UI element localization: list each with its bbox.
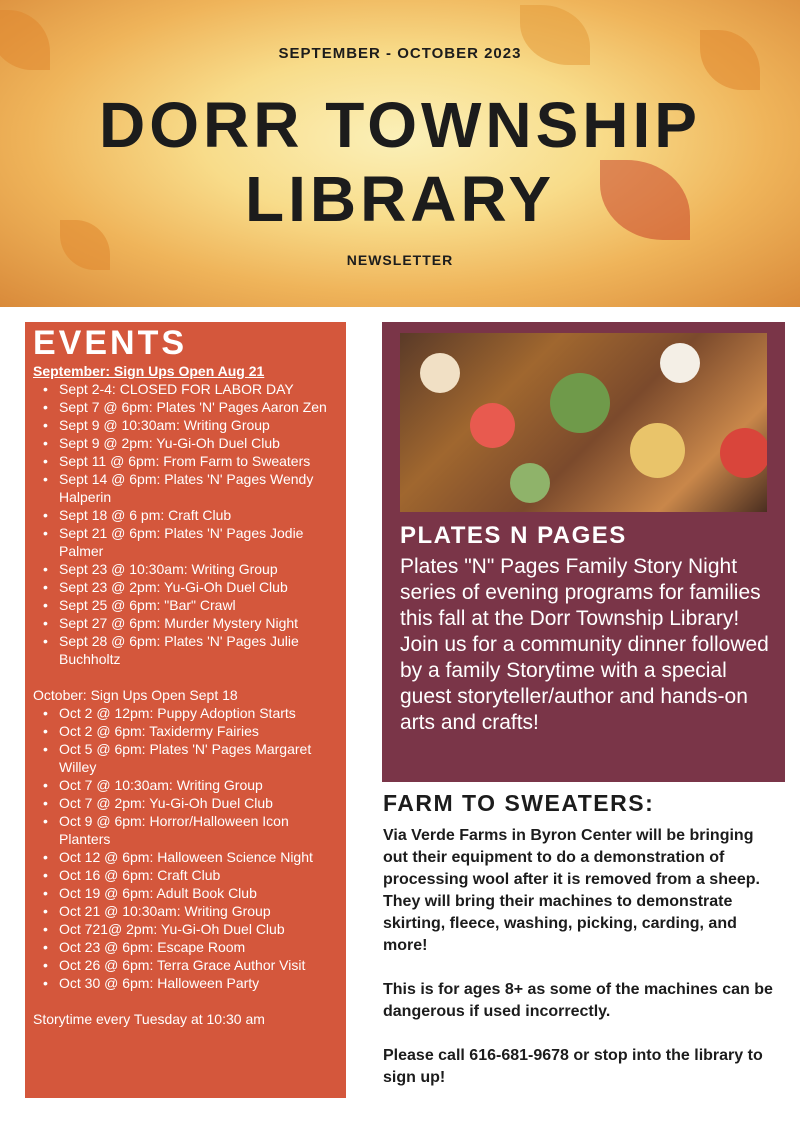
event-item: • Oct 721@ 2pm: Yu-Gi-Oh Duel Club	[41, 920, 336, 938]
plates-n-pages-panel	[382, 322, 785, 782]
events-panel	[25, 322, 346, 1098]
event-item: • Oct 12 @ 6pm: Halloween Science Night	[41, 848, 336, 866]
event-item: • Sept 27 @ 6pm: Murder Mystery Night	[41, 614, 336, 632]
event-item: • Oct 21 @ 10:30am: Writing Group	[41, 902, 336, 920]
event-item: • Oct 2 @ 6pm: Taxidermy Fairies	[41, 722, 336, 740]
event-item: • Oct 7 @ 2pm: Yu-Gi-Oh Duel Club	[41, 794, 336, 812]
event-item: • Sept 23 @ 2pm: Yu-Gi-Oh Duel Club	[41, 578, 336, 596]
event-item: • Sept 25 @ 6pm: "Bar" Crawl	[41, 596, 336, 614]
october-list	[41, 704, 346, 992]
farm-heading: FARM TO SWEATERS:	[383, 790, 655, 816]
event-item: • Sept 9 @ 2pm: Yu-Gi-Oh Duel Club	[41, 434, 336, 452]
september-heading: September: Sign Ups Open Aug 21	[33, 363, 265, 379]
farm-paragraph: Via Verde Farms in Byron Center will be bringing out their equipment to do a demonstration of processing wool after it is removed from a sheep. They will bring their machines to demonstrate skirting, fleece, washing, picking, carding, and more!	[383, 827, 760, 954]
event-item: • Sept 11 @ 6pm: From Farm to Sweaters	[41, 452, 336, 470]
title-line: LIBRARY	[244, 163, 556, 235]
event-item: • Oct 7 @ 10:30am: Writing Group	[41, 776, 336, 794]
event-item: • Oct 2 @ 12pm: Puppy Adoption Starts	[41, 704, 336, 722]
plates-heading: PLATES N PAGES	[400, 522, 627, 549]
event-item: • Oct 5 @ 6pm: Plates 'N' Pages Margaret Willey	[41, 740, 336, 776]
dinner-table-photo	[400, 333, 767, 512]
farm-to-sweaters-section	[383, 790, 778, 1111]
event-item: • Sept 9 @ 10:30am: Writing Group	[41, 416, 336, 434]
events-heading: EVENTS	[33, 324, 188, 362]
event-item: • Sept 7 @ 6pm: Plates 'N' Pages Aaron Zen	[41, 398, 336, 416]
event-item: • Sept 28 @ 6pm: Plates 'N' Pages Julie Buchholtz	[41, 632, 336, 668]
title-line: DORR TOWNSHIP	[99, 89, 701, 161]
storytime-note: Storytime every Tuesday at 10:30 am	[33, 1011, 265, 1027]
page-title	[0, 88, 800, 236]
september-list	[41, 380, 346, 668]
plates-description: Plates "N" Pages Family Story Night series of evening programs for families this fall at the Dorr Township Library! Join us for a community dinner followed by a family Storytime with a special guest storyteller/author and hands-on arts and crafts!	[400, 555, 769, 734]
issue-date: SEPTEMBER - OCTOBER 2023	[278, 45, 522, 62]
event-item: • Oct 16 @ 6pm: Craft Club	[41, 866, 336, 884]
event-item: • Oct 30 @ 6pm: Halloween Party	[41, 974, 336, 992]
october-heading: October: Sign Ups Open Sept 18	[33, 687, 238, 703]
header-banner	[0, 0, 800, 307]
farm-contact: Please call 616-681-9678 or stop into the library to sign up!	[383, 1047, 763, 1086]
event-item: • Sept 21 @ 6pm: Plates 'N' Pages Jodie Palmer	[41, 524, 336, 560]
event-item: • Oct 26 @ 6pm: Terra Grace Author Visit	[41, 956, 336, 974]
event-item: • Sept 14 @ 6pm: Plates 'N' Pages Wendy Halperin	[41, 470, 336, 506]
event-item: • Oct 9 @ 6pm: Horror/Halloween Icon Planters	[41, 812, 336, 848]
subtitle: NEWSLETTER	[346, 252, 454, 268]
event-item: • Sept 18 @ 6 pm: Craft Club	[41, 506, 336, 524]
event-item: • Sept 23 @ 10:30am: Writing Group	[41, 560, 336, 578]
event-item: • Sept 2-4: CLOSED FOR LABOR DAY	[41, 380, 336, 398]
farm-paragraph: This is for ages 8+ as some of the machines can be dangerous if used incorrectly.	[383, 981, 773, 1020]
event-item: • Oct 19 @ 6pm: Adult Book Club	[41, 884, 336, 902]
event-item: • Oct 23 @ 6pm: Escape Room	[41, 938, 336, 956]
